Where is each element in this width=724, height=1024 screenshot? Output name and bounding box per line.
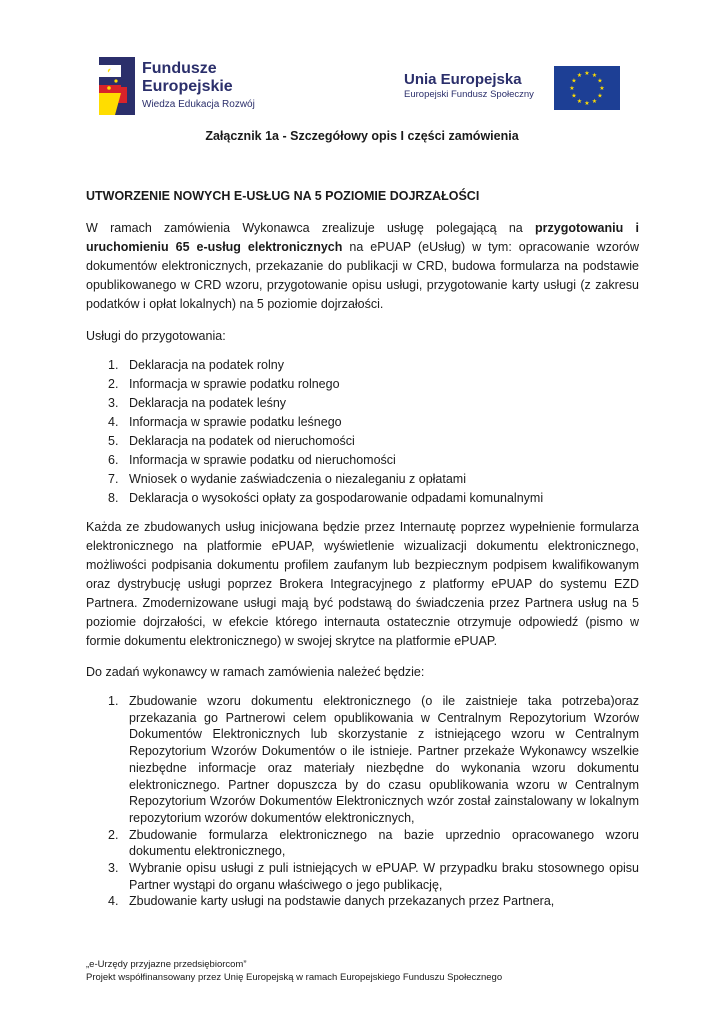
list-item: 8. Deklaracja o wysokości opłaty za gospodarowanie odpadami komunalnymi	[108, 491, 544, 505]
list-item: 6. Informacja w sprawie podatku od nieruchomości	[108, 453, 396, 467]
page-footer	[86, 958, 502, 984]
fe-logo-tagline: Wiedza Edukacja Rozwój	[142, 99, 255, 110]
svg-text:★: ★	[584, 70, 590, 77]
list-item: 3. Wybranie opisu usługi z puli istniejących w ePUAP. W przypadku braku stosownego opisu Partner wystąpi do organu właściwego o jego publikację,	[108, 861, 639, 892]
svg-text:★: ★	[591, 98, 598, 105]
section-heading: UTWORZENIE NOWYCH E-USŁUG NA 5 POZIOMIE DOJRZAŁOŚCI	[86, 189, 480, 203]
list-item: 7. Wniosek o wydanie zaświadczenia o niezaleganiu z opłatami	[108, 472, 466, 486]
eu-flag-icon	[554, 66, 620, 110]
list-item: 4. Informacja w sprawie podatku leśnego	[108, 415, 342, 429]
svg-text:★: ★	[597, 77, 603, 85]
svg-text:★: ★	[571, 92, 577, 100]
fundusze-europejskie-flag-icon	[99, 57, 135, 115]
svg-text:★: ★	[576, 72, 583, 79]
list-item: 1. Deklaracja na podatek rolny	[108, 358, 284, 372]
list-item: 4. Zbudowanie karty usługi na podstawie danych przekazanych przez Partnera,	[108, 894, 555, 909]
footer-project-name: „e-Urzędy przyjazne przedsiębiorcom”	[86, 959, 247, 970]
intro-paragraph	[86, 219, 639, 314]
unia-europejska-logo	[404, 66, 620, 110]
svg-text:★: ★	[591, 72, 598, 79]
svg-text:★: ★	[584, 100, 590, 107]
intro-text-start: W ramach zamówienia Wykonawca zrealizuje usługę polegającą na	[86, 221, 536, 235]
intro-text-end: na ePUAP (eUsług) w tym: opracowanie wzorów dokumentów elektronicznych, przekazanie do publikacji w CRD, budowa formularza na podstawie opublikowanego w CRD wzoru, przygotowanie opisu usługi, przygotowanie karty usługi (z zakresu podatków i opłat lokalnych) na 5 poziomie dojrzałości.	[86, 240, 639, 311]
ue-logo-line2: Europejski Fundusz Społeczny	[404, 89, 534, 100]
fe-logo-line2: Europejskie	[142, 78, 233, 95]
intro-text-bold: przygotowaniu i uruchomieniu 65 e-usług elektronicznych	[86, 221, 639, 254]
svg-text:★: ★	[569, 85, 575, 92]
fundusze-europejskie-logo	[99, 57, 269, 115]
tasks-list	[108, 693, 639, 910]
svg-text:★: ★	[576, 98, 583, 105]
ue-logo-line1: Unia Europejska	[404, 71, 522, 88]
svg-text:★: ★	[597, 92, 603, 100]
svg-text:★: ★	[571, 77, 577, 85]
list-item: 2. Informacja w sprawie podatku rolnego	[108, 377, 340, 391]
services-list	[108, 356, 543, 508]
description-paragraph: Każda ze zbudowanych usług inicjowana będzie przez Internautę poprzez wypełnienie formularza elektronicznego na platformie ePUAP, wyświetlenie wizualizacji dokumentu elektronicznego, możliwości podpisania dokumentu profilem zaufanym lub bezpiecznym podpisem kwalifikowanym oraz dystrybucję usługi poprzez Brokera Integracyjnego z platformy ePUAP do systemu EZD Partnera. Zmodernizowane usługi mają być podstawą do świadczenia przez Partnera usług na 5 poziomie dojrzałości, w efekcie którego internauta ostatecznie otrzymuje odpowiedź (pismo w formie dokumentu elektronicznego) w swojej skrytce na platformie ePUAP.	[86, 520, 639, 648]
list-item: 3. Deklaracja na podatek leśny	[108, 396, 287, 410]
tasks-heading: Do zadań wykonawcy w ramach zamówienia należeć będzie:	[86, 665, 425, 679]
svg-text:★: ★	[599, 85, 605, 92]
list-item: 1. Zbudowanie wzoru dokumentu elektronicznego (o ile zaistnieje taka potrzeba)oraz przekazania go Partnerowi celem opublikowania w Centralnym Repozytorium Wzorów Dokumentów Elektronicznych lub skorzystanie z istniejącego wzoru w Centralnym Repozytorium Wzorów Dokumentów o ile istnieje. Partner przekaże Wykonawcy wszelkie niezbędne informacje oraz materiały niezbędne do wykonania wzoru dokumentu elektronicznego. Partner dopuszcza by do czasu opublikowania wzoru w Centralnym Repozytorium Wzorów Dokumentów Elektronicznych wzór został zainstalowany w lokalnym repozytorium wzorów dokumentów elektronicznych,	[108, 694, 639, 825]
fe-logo-line1: Fundusze	[142, 60, 217, 77]
list-item: 5. Deklaracja na podatek od nieruchomości	[108, 434, 355, 448]
list-item: 2. Zbudowanie formularza elektronicznego na bazie uprzednio opracowanego wzoru dokumentu elektronicznego,	[108, 827, 639, 859]
document-title: Załącznik 1a - Szczegółowy opis I części zamówienia	[205, 129, 519, 143]
services-heading: Usługi do przygotowania:	[86, 329, 226, 343]
footer-funding-note: Projekt współfinansowany przez Unię Europejską w ramach Europejskiego Funduszu Społecznego	[86, 972, 503, 983]
